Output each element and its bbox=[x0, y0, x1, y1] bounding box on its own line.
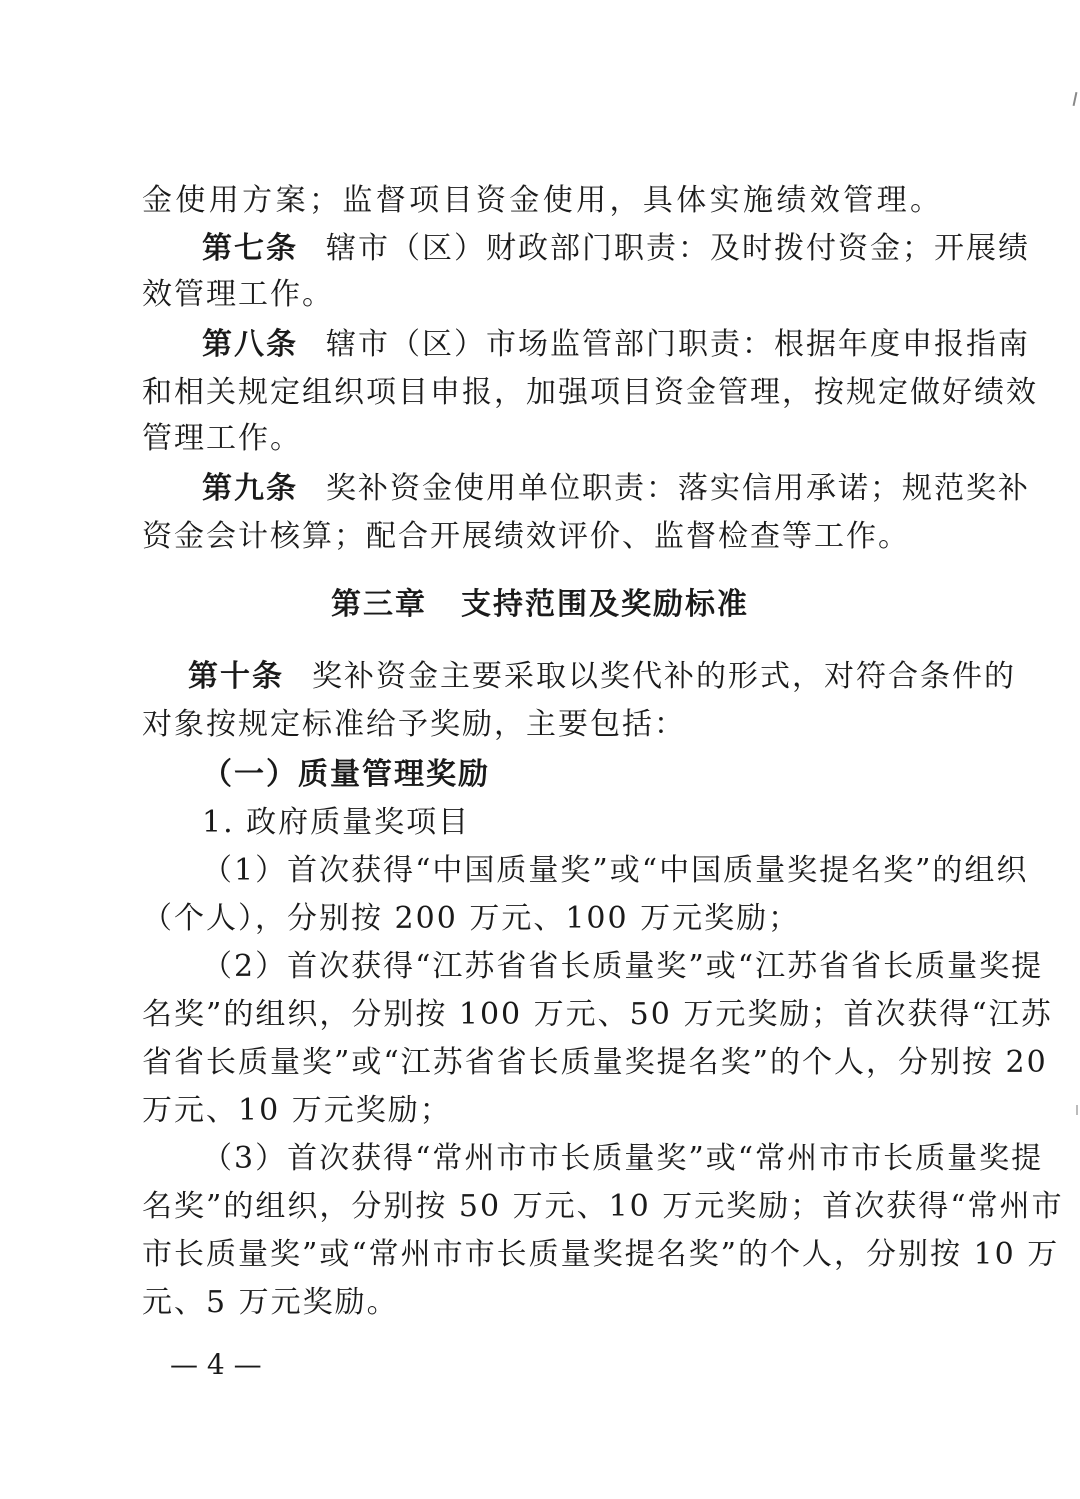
article-10-title: 第十条 bbox=[188, 659, 284, 694]
paragraph-line: 资金会计核算；配合开展绩效评价、监督检查等工作。 bbox=[142, 519, 910, 554]
chapter-title: 支持范围及奖励标准 bbox=[461, 587, 749, 622]
scan-mark bbox=[1073, 92, 1078, 106]
article-8-text: 辖市（区）市场监管部门职责：根据年度申报指南 bbox=[326, 327, 1030, 362]
paragraph-line: 对象按规定标准给予奖励，主要包括： bbox=[142, 707, 686, 742]
paragraph-line: （个人），分别按 200 万元、100 万元奖励； bbox=[142, 901, 801, 936]
article-9-text: 奖补资金使用单位职责：落实信用承诺；规范奖补 bbox=[326, 471, 1030, 506]
article-7-title: 第七条 bbox=[202, 231, 298, 266]
paragraph-line: 名奖”的组织，分别按 100 万元、50 万元奖励；首次获得“江苏 bbox=[142, 997, 1053, 1032]
item-heading: 1. 政府质量奖项目 bbox=[202, 805, 471, 840]
paragraph-line: 名奖”的组织，分别按 50 万元、10 万元奖励；首次获得“常州市 bbox=[142, 1189, 1064, 1224]
article-9 bbox=[202, 466, 1030, 512]
article-10 bbox=[188, 654, 1016, 700]
paragraph-line: 管理工作。 bbox=[142, 421, 302, 456]
paragraph-line: 市长质量奖”或“常州市市长质量奖提名奖”的个人，分别按 10 万 bbox=[142, 1237, 1060, 1272]
article-8 bbox=[202, 322, 1030, 368]
article-7 bbox=[202, 226, 1030, 272]
chapter-number: 第三章 bbox=[331, 587, 427, 622]
paragraph-line: （2）首次获得“江苏省省长质量奖”或“江苏省省长质量奖提 bbox=[202, 949, 1044, 984]
paragraph-line: （3）首次获得“常州市市长质量奖”或“常州市市长质量奖提 bbox=[202, 1141, 1044, 1176]
paragraph-line: 省省长质量奖”或“江苏省省长质量奖提名奖”的个人，分别按 20 bbox=[142, 1045, 1048, 1080]
paragraph-line: 和相关规定组织项目申报，加强项目资金管理，按规定做好绩效 bbox=[142, 375, 1038, 410]
article-7-text: 辖市（区）财政部门职责：及时拨付资金；开展绩 bbox=[326, 231, 1030, 266]
article-8-title: 第八条 bbox=[202, 327, 298, 362]
article-9-title: 第九条 bbox=[202, 471, 298, 506]
paragraph-line: 万元、10 万元奖励； bbox=[142, 1093, 452, 1128]
chapter-heading bbox=[0, 582, 1080, 628]
scan-mark bbox=[1076, 1105, 1078, 1115]
paragraph-line: 效管理工作。 bbox=[142, 277, 334, 312]
paragraph-line: 元、5 万元奖励。 bbox=[142, 1285, 399, 1320]
paragraph-line: 金使用方案；监督项目资金使用，具体实施绩效管理。 bbox=[142, 183, 942, 218]
paragraph-line: （1）首次获得“中国质量奖”或“中国质量奖提名奖”的组织 bbox=[202, 853, 1029, 888]
article-10-text: 奖补资金主要采取以奖代补的形式，对符合条件的 bbox=[312, 659, 1016, 694]
section-heading: （一）质量管理奖励 bbox=[202, 757, 490, 792]
page-number: — 4 — bbox=[170, 1348, 262, 1381]
